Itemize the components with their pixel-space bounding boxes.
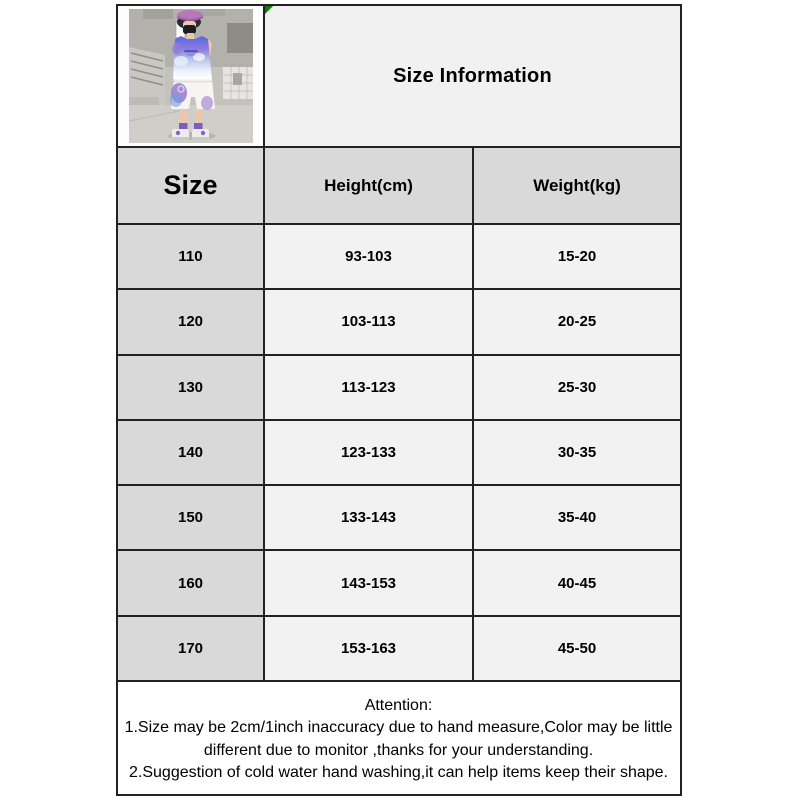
page-title: Size Information (393, 64, 552, 87)
title-cell (264, 5, 681, 147)
attention-note-2: 2.Suggestion of cold water hand washing,it can help items keep their shape. (129, 764, 668, 781)
title-row (117, 5, 681, 147)
size-row-140 (117, 420, 681, 485)
height-value: 153-163 (264, 616, 473, 681)
attention-heading: Attention: (364, 696, 433, 714)
weight-value: 25-30 (473, 355, 681, 420)
height-value: 133-143 (264, 485, 473, 550)
size-value: 110 (117, 224, 264, 289)
photo-cell (117, 5, 264, 147)
size-row-160 (117, 550, 681, 615)
attention-box (117, 681, 681, 795)
weight-value: 30-35 (473, 420, 681, 485)
size-row-150 (117, 485, 681, 550)
height-value: 93-103 (264, 224, 473, 289)
header-weight: Weight(kg) (473, 147, 681, 224)
size-row-110 (117, 224, 681, 289)
size-value: 160 (117, 550, 264, 615)
weight-value: 35-40 (473, 485, 681, 550)
size-table (116, 4, 682, 796)
attention-note-1: 1.Size may be 2cm/1inch inaccuracy due to hand measure,Color may be little different due to monitor ,thanks for your understanding. (124, 719, 673, 759)
height-value: 103-113 (264, 289, 473, 354)
attention-row (117, 681, 681, 795)
cell-flag-icon (265, 5, 274, 14)
height-value: 123-133 (264, 420, 473, 485)
size-row-130 (117, 355, 681, 420)
size-value: 130 (117, 355, 264, 420)
weight-value: 20-25 (473, 289, 681, 354)
weight-value: 40-45 (473, 550, 681, 615)
size-value: 150 (117, 485, 264, 550)
header-size: Size (117, 147, 264, 224)
product-photo (118, 6, 263, 146)
header-row (117, 147, 681, 224)
weight-value: 15-20 (473, 224, 681, 289)
size-row-170 (117, 616, 681, 681)
size-value: 170 (117, 616, 264, 681)
size-row-120 (117, 289, 681, 354)
size-value: 140 (117, 420, 264, 485)
weight-value: 45-50 (473, 616, 681, 681)
header-height: Height(cm) (264, 147, 473, 224)
size-value: 120 (117, 289, 264, 354)
height-value: 143-153 (264, 550, 473, 615)
height-value: 113-123 (264, 355, 473, 420)
